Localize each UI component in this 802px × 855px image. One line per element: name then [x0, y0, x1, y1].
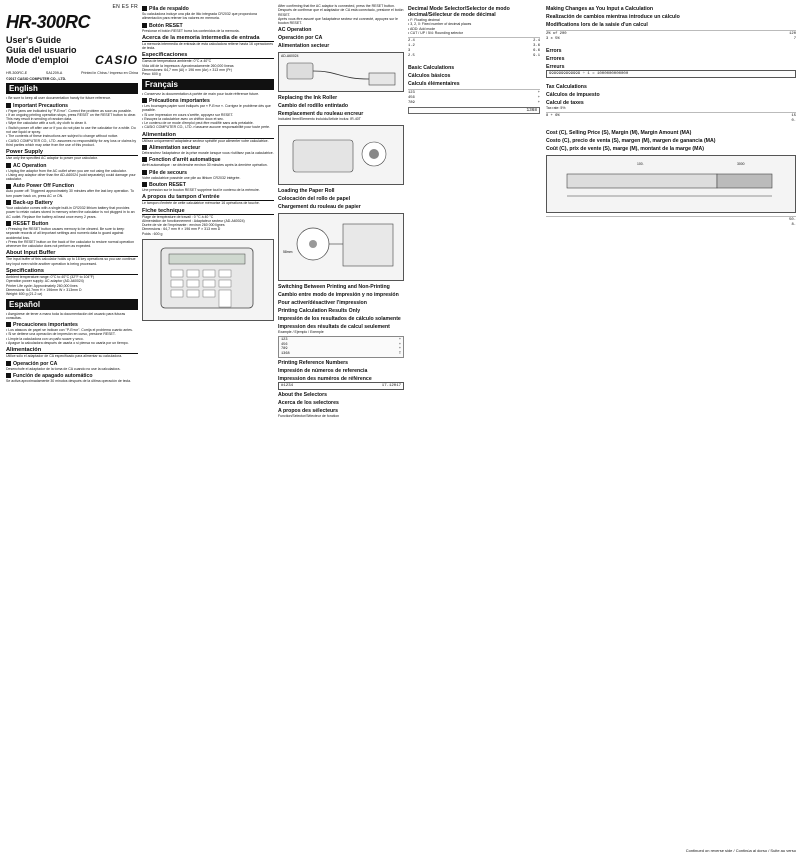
- roller-heading-fr: Remplacement du rouleau encreur: [278, 111, 364, 118]
- cost-heading-fr: Coût (C), prix de vente (S), marge (M), montant de la marge (MA): [546, 146, 704, 153]
- francais-reset-text: Une pression sur le bouton RESET supprime tout le contenu de la mémoire.: [142, 187, 260, 192]
- paper-size-label: 58mm: [283, 249, 293, 254]
- francais-important-item: • Essuyez la calculatrice avec un chiffon doux et sec.: [142, 117, 274, 121]
- section-marker-icon: [6, 184, 11, 189]
- english-reset-item: • Press the RESET button on the back of the calculator to restore normal operation whenever the calculator does not perform as expected.: [6, 240, 138, 249]
- francais-spec-item: Alimentation de fonctionnement : Adaptateur secteur (AD-A60024): [142, 218, 245, 223]
- tax-heading-fr: Calcul de taxes: [546, 100, 584, 106]
- francais-important-item: • Le contenu de ce mode d'emploi peut être modifié sans avis préalable.: [142, 121, 274, 125]
- espanol-reset-text: Presionar el botón RESET borra los contenidos de la memoria.: [142, 28, 240, 33]
- decimal-line: • CUT / UP / 5/4: Rounding selector: [408, 31, 540, 35]
- tape-row: 123 +: [281, 338, 401, 343]
- paper-heading-fr: Chargement du rouleau de papier: [278, 203, 361, 210]
- cost-bar-diagram-icon: [547, 156, 795, 210]
- roller-heading-es: Cambio del rodillo entintado: [278, 103, 349, 110]
- english-important-item: • The contents of these instructions are subject to change without notice.: [6, 134, 138, 138]
- espanol-power-title: Alimentación: [6, 347, 138, 354]
- reference-number-row: #1234 17.12017: [278, 382, 404, 390]
- espanol-backup-title: Pila de respaldo: [142, 6, 274, 12]
- language-codes: EN ES FR: [112, 4, 138, 10]
- francais-ac-text: Débranchez l'adaptateur de la prise murale lorsque vous n'utilisez pas la calculatrice.: [142, 151, 274, 156]
- ink-roller-drawing-icon: [279, 126, 403, 182]
- english-spec-item: Weight: 600 g (21.2 oz): [6, 292, 43, 297]
- espanol-bar: Español: [6, 299, 138, 310]
- print-tape: [278, 336, 404, 358]
- francais-spec-item: Dimensions : 64,7 mm H × 196 mm P × 313 mm D: [142, 227, 221, 232]
- english-important-item: • If an ongoing printing operation stops, press RESET on the RESET button to clear. This may result in sending of random data.: [6, 113, 138, 122]
- section-marker-icon: [142, 6, 147, 11]
- english-important-title: Important Precautions: [6, 103, 138, 109]
- calc-results-heading-fr: Impression des résultats de calcul seulement: [278, 323, 390, 330]
- print-toggle-heading-fr: Pour activer/désactiver l'impression: [278, 299, 367, 306]
- francais-ac-title: Alimentation secteur: [142, 145, 274, 151]
- section-marker-icon: [142, 157, 147, 162]
- english-important-item: • Wipe the calculator with a soft, dry cloth to clean it.: [6, 121, 138, 125]
- espanol-important-title: Precauciones importantes: [6, 322, 138, 328]
- changes-heading-fr: Modifications lors de la saisie d'un calcul: [546, 22, 648, 28]
- francais-input-title: A propos du tampon d'entrée: [142, 194, 274, 201]
- english-reset-title: RESET Button: [6, 221, 138, 227]
- espanol-apo-text: Se activa aproximadamente 30 minutos después de la última operación de tecla.: [6, 378, 132, 383]
- decimal-line: • ADD: Add mode: [408, 27, 540, 31]
- decimal-line: • 3, 2, 0: Fixed number of decimal places: [408, 22, 540, 26]
- column-setup: [278, 4, 404, 851]
- example-label: Example / Ejemplo / Exemple: [278, 329, 324, 334]
- basic-calc-heading-es: Cálculos básicos: [408, 73, 451, 80]
- column-advanced: [546, 4, 796, 851]
- english-spec-item: Dimensions: 64.7mm H × 196mm W × 313mm D: [6, 287, 82, 292]
- paper-roll-illustration: [278, 213, 404, 281]
- english-spec-item: Ambient temperature range: 0°C to 40°C (32°F to 104°F): [6, 275, 95, 280]
- errors-heading-en: Errors: [546, 48, 562, 54]
- ink-roller-note: Included Item/Elemento incluido/Article inclus: IR-40T: [278, 117, 361, 122]
- english-apo-text: Auto power off: Triggered approximately 30 minutes after the last key operation. To turn power back on, press AC or ON.: [6, 189, 134, 198]
- section-marker-icon: [142, 23, 147, 28]
- column-english: [6, 4, 138, 851]
- ref-heading-fr: Impression des numéros de référence: [278, 376, 372, 383]
- english-spec-item: Operation power supply: AC adaptor (AD-A60024): [6, 279, 84, 284]
- francais-important-item: • CASIO COMPUTER CO., LTD. n'assume aucune responsabilité pour toute perte.: [142, 125, 274, 129]
- roller-heading-en: Replacing the Ink Roller: [278, 95, 338, 102]
- english-ac-item: • Using any adaptor other than the AD-A60024 (sold separately) could damage your calculator.: [6, 173, 138, 182]
- ac-heading-en: AC Operation: [278, 27, 312, 34]
- basic-calc-heading-fr: Calculs élémentaires: [408, 81, 460, 88]
- francais-spec-title: Fiche technique: [142, 208, 274, 215]
- espanol-spec-title: Especificaciones: [142, 52, 274, 59]
- calculator-drawing-icon: [143, 240, 273, 318]
- english-intro: • Be sure to keep all user documentation handy for future reference.: [6, 96, 138, 100]
- model-title: HR-300RC: [6, 12, 91, 32]
- francais-important-title: Précautions importantes: [142, 98, 274, 104]
- francais-apo-text: Arrêt automatique : se déclenche environ 30 minutes après la dernière opération.: [142, 163, 268, 168]
- error-example: 9999999999999 ÷ 1 = 1000000000000: [546, 70, 796, 78]
- changes-heading-en: Making Changes as You Input a Calculation: [546, 6, 654, 12]
- section-marker-icon: [6, 373, 11, 378]
- francais-backup-title: Pile de secours: [142, 170, 274, 176]
- section-marker-icon: [142, 182, 147, 187]
- espanol-important-item: • Los atascos de papel se indican con "P-Error". Corrija el problema cuanto antes.: [6, 328, 138, 332]
- francais-important-item: • Les bourrages papier sont indiqués par « P-Error ». Corrigez le problème dès que possible.: [142, 104, 274, 113]
- ref-heading-es: Impresión de números de referencia: [278, 368, 368, 375]
- english-apo-title: Auto Power Off Function: [6, 183, 138, 189]
- english-spec-item: Printer Life cycle: Approximately 260,000 lines: [6, 283, 78, 288]
- tape-row: 1368 T: [281, 351, 401, 356]
- decimal-line: • F: Floating decimal: [408, 18, 540, 22]
- section-marker-icon: [6, 221, 11, 226]
- francais-apo-title: Fonction d'arrêt automatique: [142, 157, 274, 163]
- francais-power-title: Alimentation: [142, 132, 274, 139]
- espanol-input-title: Acerca de la memoria intermedia de entrada: [142, 35, 274, 42]
- english-spec-title: Specifications: [6, 268, 138, 275]
- francais-intro: • Conservez la documentation à portée de main pour toute référence future.: [142, 92, 274, 96]
- francais-important-item: • Si une impression en cours s'arrête, appuyez sur RESET.: [142, 113, 274, 117]
- francais-reset-title: Bouton RESET: [142, 182, 274, 188]
- francais-spec-item: Plage de température de travail : 0 °C à 40 °C: [142, 214, 214, 219]
- code-left: HR-300RC-E: [6, 71, 28, 75]
- espanol-important-item: • Apague la calculadora después de usarla o si piensa no usarla por un tiempo.: [6, 341, 138, 345]
- copyright: ©2017 CASIO COMPUTER CO., LTD.: [6, 77, 67, 81]
- english-backup-title: Back-up Battery: [6, 200, 138, 206]
- print-toggle-heading-es: Cambio entre modo de impresión y no impresión: [278, 291, 399, 298]
- francais-bar: Français: [142, 79, 274, 90]
- guide-title-fr: Mode d'emploi: [6, 55, 69, 65]
- guide-title-es: Guía del usuario: [6, 45, 77, 55]
- cost-heading-en: Cost (C), Selling Price (S), Margin (M), Margin Amount (MA): [546, 130, 692, 137]
- english-ac-title: AC Operation: [6, 163, 138, 169]
- add-mode-example: 2.4 1.2 3 2.5 2.4 3.6 6.6 9.1: [408, 39, 540, 59]
- selectors-heading-es: Acerca de los selectores: [278, 400, 339, 407]
- section-marker-icon: [142, 98, 147, 103]
- francais-input-text: Le tampon d'entrée de cette calculatrice mémorise 16 opérations de touche.: [142, 201, 260, 206]
- changes-heading-es: Realización de cambios mientras introduce un cálculo: [546, 14, 680, 20]
- changes-example: 2% of 200 3 x 5% 120 7: [546, 32, 796, 41]
- ref-heading-en: Printing Reference Numbers: [278, 360, 349, 367]
- basic-calc-example: 123 456 789 + + +: [408, 91, 540, 106]
- tape-row: 456 +: [281, 342, 401, 347]
- cost-heading-es: Costo (C), precio de venta (S), margen (M), margen de ganancia (MA): [546, 138, 716, 145]
- francais-spec-item: Poids : 600 g: [142, 231, 163, 236]
- section-marker-icon: [6, 163, 11, 168]
- francais-backup-text: Votre calculatrice possède une pile au lithium CR2032 intégrée.: [142, 175, 241, 180]
- ac-heading-es: Operación por CA: [278, 35, 323, 42]
- cost-value: 100.: [637, 162, 644, 167]
- english-ac-item: • Unplug the adaptor from the AC outlet when you are not using the calculator.: [6, 169, 138, 173]
- section-marker-icon: [142, 145, 147, 150]
- tape-row: 789 +: [281, 347, 401, 352]
- english-important-item: • Switch power off after use or if you do not plan to use the calculator for a while. Do not use liquid or spray.: [6, 126, 138, 135]
- section-marker-icon: [6, 322, 11, 327]
- english-power-title: Power Supply: [6, 149, 138, 156]
- selectors-heading-en: About the Selectors: [278, 392, 328, 399]
- printed-in: Printed in China / Impreso en China: [81, 71, 138, 75]
- step5-en: After confirming that the AC adaptor is connected, press the RESET button.: [278, 4, 395, 8]
- print-toggle-heading-en: Switching Between Printing and Non-Printing: [278, 283, 390, 290]
- espanol-ac-title: Operación por CA: [6, 361, 138, 367]
- paper-heading-en: Loading the Paper Roll: [278, 187, 335, 194]
- ac-heading-fr: Alimentation secteur: [278, 43, 330, 50]
- espanol-power-text: Utilice sólo el adaptador de CA especificado para alimentar su calculadora.: [6, 354, 123, 359]
- espanol-ac-text: Desenchufe el adaptador de la toma de CA cuando no use la calculadora.: [6, 366, 121, 371]
- section-marker-icon: [142, 170, 147, 175]
- espanol-important-item: • Limpie la calculadora con un paño suave y seco.: [6, 337, 138, 341]
- francais-power-text: Utilisez uniquement l'adaptateur secteur spécifié pour alimenter votre calculatrice.: [142, 138, 269, 143]
- adaptor-drawing-icon: [279, 53, 403, 89]
- espanol-spec-item: Gama de temperatura ambiente: 0°C a 40°C: [142, 59, 212, 64]
- espanol-important-item: • Si se detiene una operación de impresión en curso, presione RESET.: [6, 332, 138, 336]
- espanol-reset-title: Botón RESET: [142, 23, 274, 29]
- print-info: [6, 71, 138, 75]
- english-bar: English: [6, 83, 138, 94]
- step5-fr: Après vous être assuré que l'adaptateur secteur est connecté, appuyez sur le bouton RESET.: [278, 16, 398, 26]
- function-selector-label: Function/Selector/Sélecteur de fonction: [278, 414, 340, 419]
- column-espanol-francais: [142, 4, 274, 851]
- calculator-illustration: [142, 239, 274, 321]
- english-input-title: About Input Buffer: [6, 250, 138, 257]
- english-reset-item: • Pressing the RESET button causes memory to be cleared. Be sure to keep separate records of all important settings and numeric data to guard against accidental loss.: [6, 227, 138, 240]
- espanol-backup-text: Su calculadora incluye una pila de litio integrada CR2032 que proporciona alimentación para retener los valores en memoria.: [142, 12, 257, 21]
- english-backup-text: Your calculator comes with a single built-in CR2032 lithium battery that provides power to retain values stored in memory when the calculator is not plugged in to an AC outlet. Replace the battery at least once every 2 years.: [6, 206, 135, 219]
- code-mid: SA1209-A: [45, 71, 63, 75]
- tax-rate-note: Tax rate: 5%: [546, 106, 566, 110]
- basic-calc-heading-en: Basic Calculations: [408, 65, 455, 72]
- selling-value: 3000: [737, 162, 745, 167]
- english-important-item: • CASIO COMPUTER CO., LTD. assumes no responsibility for any loss or claims by third parties which may arise from the use of this product.: [6, 139, 138, 148]
- paper-heading-es: Colocación del rollo de papel: [278, 195, 351, 202]
- calc-results-heading-en: Printing Calculation Results Only: [278, 307, 361, 314]
- english-power-text: Use only the specified AC adaptor to power your calculator.: [6, 156, 98, 161]
- decimal-selector-title: Decimal Mode Selector/Selector de modo decimal/Sélecteur de mode décimal: [408, 6, 510, 18]
- cost-margin-diagram: [546, 155, 796, 213]
- espanol-spec-item: Peso: 600 g: [142, 72, 161, 77]
- english-input-text: The input buffer of this calculator holds up to 16 key operations so you can continue key input even while another operation is being processed.: [6, 257, 136, 266]
- espanol-intro: • Asegúrese de tener a mano toda la documentación del usuario para futuras consultas.: [6, 312, 138, 321]
- errors-heading-es: Errores: [546, 56, 565, 62]
- section-marker-icon: [6, 103, 11, 108]
- adaptor-label: AD-A60024: [281, 54, 299, 59]
- espanol-input-text: La memoria intermedia de entrada de esta calculadora retiene hasta 16 operaciones de tecla.: [142, 41, 273, 51]
- adaptor-illustration: [278, 52, 404, 92]
- calc-results-heading-es: Impresión de los resultados de cálculo solamente: [278, 315, 401, 322]
- paper-roll-drawing-icon: [279, 214, 403, 278]
- errors-heading-fr: Erreurs: [546, 64, 565, 70]
- ink-roller-illustration: [278, 125, 404, 185]
- cost-example: 50. 8.: [546, 216, 796, 228]
- english-important-item: • Paper jams are indicated by "P-Error". Correct the problem as soon as possible.: [6, 109, 138, 113]
- espanol-apo-title: Función de apagado automático: [6, 373, 138, 379]
- guide-title-en: User's Guide: [6, 35, 62, 45]
- section-marker-icon: [6, 361, 11, 366]
- continued-note: Continued on reverse side / Continúa al dorso / Suite au verso: [685, 848, 796, 853]
- tax-example: 8 + 6% 15 0.: [546, 114, 796, 124]
- espanol-spec-item: Vida útil de la impresora: Aproximadamente 260,000 líneas: [142, 63, 234, 68]
- column-selectors: [408, 4, 540, 851]
- total-display: 1368: [408, 107, 540, 114]
- selectors-heading-fr: A propos des sélecteurs: [278, 408, 339, 415]
- francais-spec-item: Durée de vie de l'imprimante : environ 260 000 lignes: [142, 223, 225, 228]
- tax-heading-en: Tax Calculations: [546, 84, 587, 90]
- step5-es: Después de confirmar que el adaptador de CA está conectado, presione el botón RESET.: [278, 8, 404, 17]
- section-marker-icon: [6, 200, 11, 205]
- brand-logo: CASIO: [94, 53, 138, 67]
- espanol-spec-item: Dimensiones: 64,7 mm (Al) × 196 mm (An) × 313 mm (Pr): [142, 68, 232, 73]
- tax-heading-es: Cálculos de impuesto: [546, 92, 600, 98]
